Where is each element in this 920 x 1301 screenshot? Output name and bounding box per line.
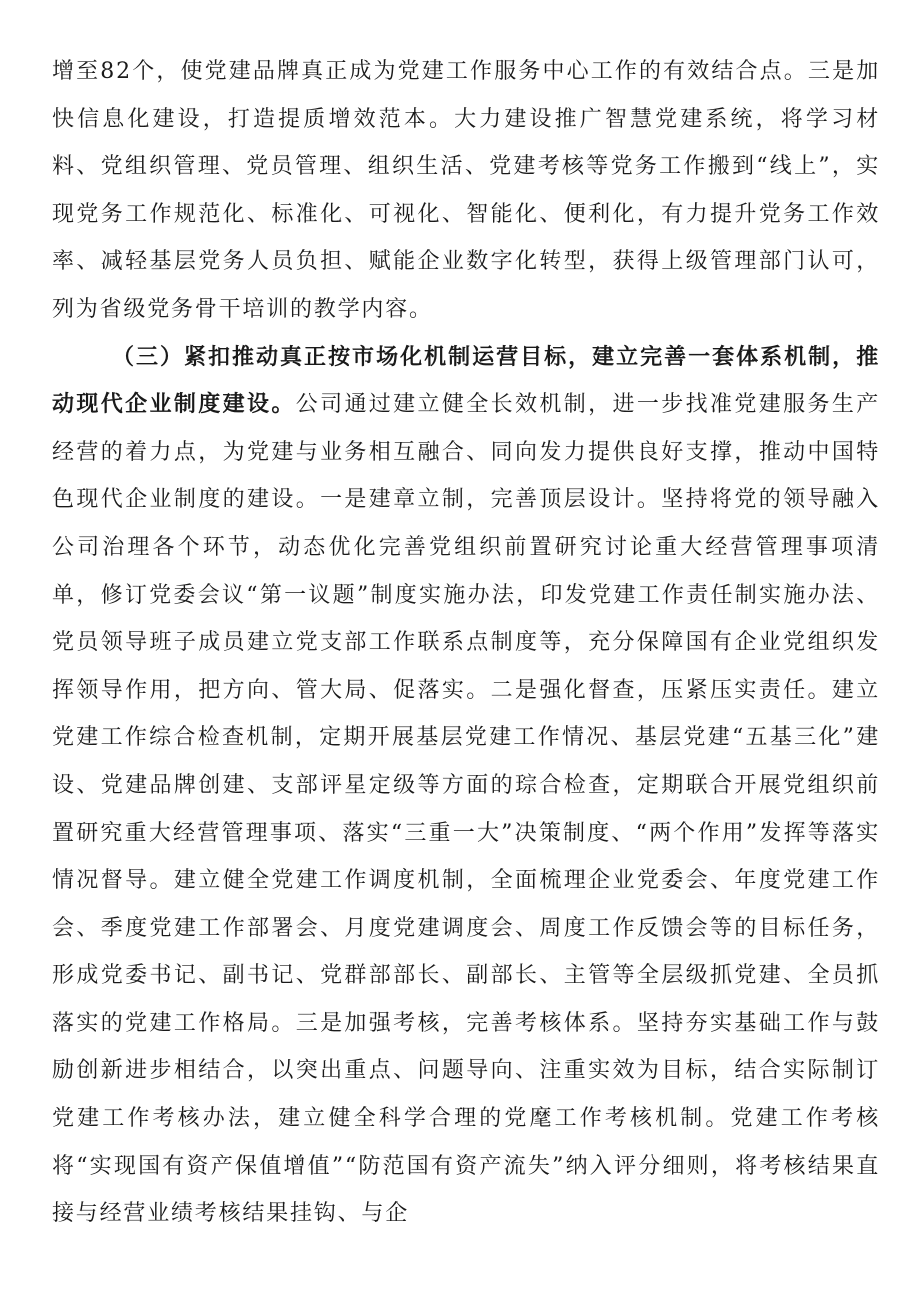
section-three-body: 公司通过建立健全长效机制，进一步找准党建服务生产经营的着力点，为党建与业务相互融合、同向发力提供良好支撑，推动中国特色现代企业制度的建设。一是建章立制，完善顶层设计。坚持将党的领导融入公司治理各个环节，动态优化完善党组织前置研究讨论重大经营管理事项清单，修订党委会议“第一议题”制度实施办法，印发党建工作责任制实施办法、党员领导班子成员建立党支部工作联系点制度等，充分保障国有企业党组织发挥领导作用，把方向、管大局、促落实。二是强化督查，压紧压实责任。建立党建工作综合检查机制，定期开展基层党建工作情况、基层党建“五基三化”建设、党建品牌创建、支部评星定级等方面的琮合检查，定期联合开展党组织前置研究重大经营管理事项、落实“三重一大”决策制度、“两个作用”发挥等落实情况督导。建立健全党建工作调度机制，全面梳理企业党委会、年度党建工作会、季度党建工作部署会、月度党建调度会、周度工作反馈会等的目标任务，形成党委书记、副书记、党群部部长、副部长、主管等全层级抓党建、全员抓落实的党建工作格局。三是加强考核，完善考核体系。坚持夯实基础工作与鼓励创新进步相结合，以突出重点、问题导向、注重实效为目标，结合实际制订党建工作考核办法，建立健全科学合理的党麾工作考核机制。党建工作考核将“实现国有资产保值增值”“防范国有资产流失”纳入评分细则，将考核结果直接与经营业绩考核结果挂钩、与企 — [52, 392, 880, 1227]
section-three-heading: （三）紧扣推动真正按市场化机制运营目标，建立完善一套体系机制，推动现代企业制度建设。 — [52, 343, 880, 418]
document-page — [52, 48, 880, 1238]
paragraph-section-three — [52, 334, 880, 1238]
paragraph-informatization: 增至82个，使党建品牌真正成为党建工作服务中心工作的有效结合点。三是加快信息化建设，打造提质增效范本。大力建设推广智慧党建系统，将学习材料、党组织管理、党员管理、组织生活、党建考核等党务工作搬到“线上”，实现党务工作规范化、标准化、可视化、智能化、便利化，有力提升党务工作效率、减轻基层党务人员负担、赋能企业数字化转型，获得上级管理部门认可，列为省级党务骨干培训的教学内容。 — [52, 59, 880, 322]
